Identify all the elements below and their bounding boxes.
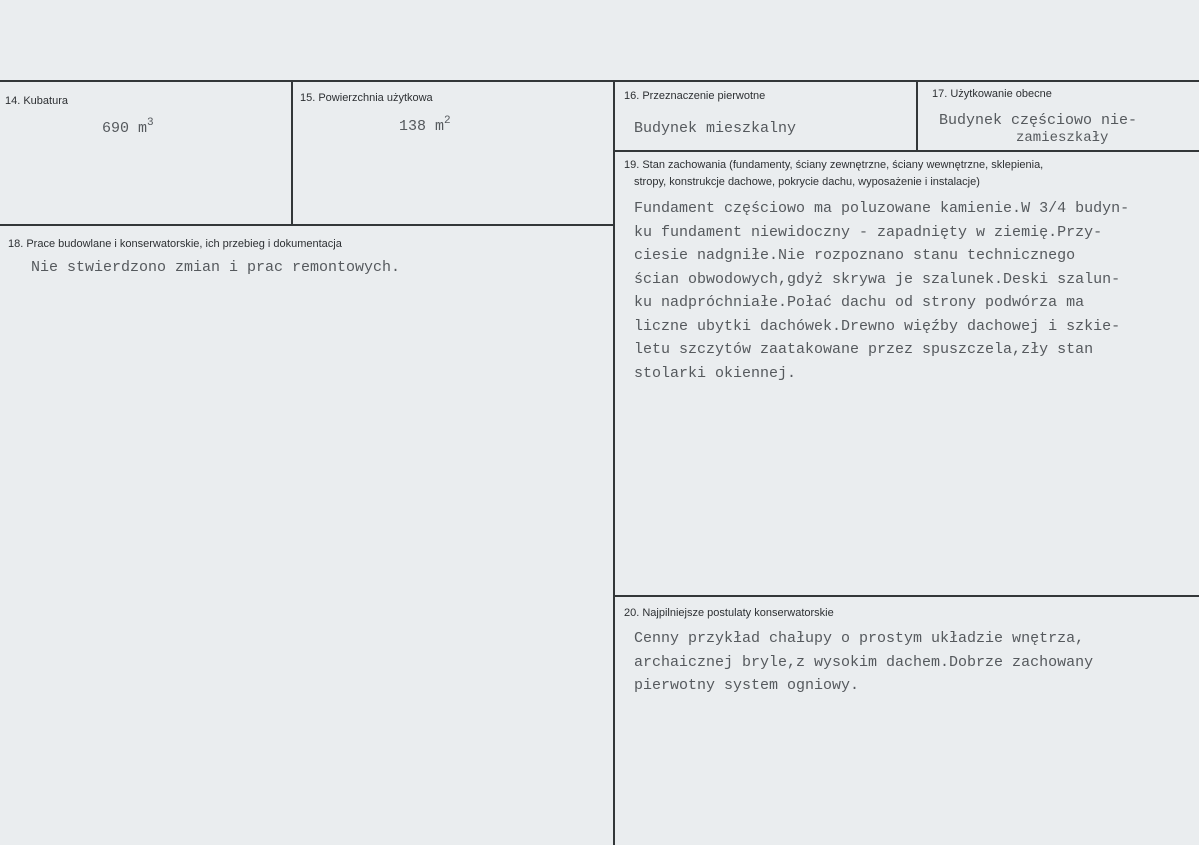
field-17-label: 17. Użytkowanie obecne <box>932 88 1052 100</box>
field-15-label: 15. Powierzchnia użytkowa <box>300 92 433 104</box>
field-17-value-line-2: zamieszkały <box>1016 130 1109 146</box>
field-19-label-line-1: 19. Stan zachowania (fundamenty, ściany zewnętrzne, ściany wewnętrzne, sklepienia, <box>624 159 1044 171</box>
field-18-value: Nie stwierdzono zmian i prac remontowych. <box>31 259 401 276</box>
field-16-value: Budynek mieszkalny <box>634 120 797 137</box>
field-14-value <box>102 117 154 137</box>
field-14-label: 14. Kubatura <box>5 95 68 107</box>
field-18-label: 18. Prace budowlane i konserwatorskie, ich przebieg i dokumentacja <box>8 238 342 250</box>
divider-16-17 <box>916 80 918 152</box>
field-20-line: archaicznej bryle,z wysokim dachem.Dobrze zachowany <box>634 653 1094 671</box>
rule-under-16-17 <box>614 150 1199 152</box>
field-20-label: 20. Najpilniejsze postulaty konserwatorskie <box>624 607 834 619</box>
field-19-text <box>634 197 1129 385</box>
rule-under-14-15 <box>0 224 614 226</box>
volume-unit-exponent: 3 <box>147 117 154 129</box>
volume-value: 690 m <box>102 120 148 137</box>
field-19-line: liczne ubytki dachówek.Drewno więźby dachowej i szkie- <box>634 317 1121 335</box>
field-19-line: ku nadpróchniałe.Połać dachu od strony podwórza ma <box>634 294 1085 311</box>
field-20-line: Cenny przykład chałupy o prostym układzie wnętrza, <box>634 630 1085 647</box>
area-value: 138 m <box>399 118 445 135</box>
main-column-divider <box>613 80 615 845</box>
field-19-line: ku fundament niewidoczny - zapadnięty w ziemię.Przy- <box>634 223 1103 241</box>
area-unit-exponent: 2 <box>444 115 451 127</box>
top-rule <box>0 80 1199 82</box>
rule-above-20 <box>614 595 1199 597</box>
divider-14-15 <box>291 80 293 226</box>
field-17-value-line-1: Budynek częściowo nie- <box>939 112 1138 129</box>
field-20-text <box>634 627 1093 698</box>
field-19-line: ciesie nadgniłe.Nie rozpoznano stanu technicznego <box>634 247 1076 264</box>
field-20-line: pierwotny system ogniowy. <box>634 677 860 694</box>
field-15-value <box>399 115 451 135</box>
field-19-line: letu szczytów zaatakowane przez spuszczela,zły stan <box>634 341 1094 358</box>
field-16-label: 16. Przeznaczenie pierwotne <box>624 90 766 102</box>
field-19-line: Fundament częściowo ma poluzowane kamienie.W 3/4 budyn- <box>634 200 1130 217</box>
field-19-line: ścian obwodowych,gdyż skrywa je szalunek.Deski szalun- <box>634 270 1121 288</box>
field-19-line: stolarki okiennej. <box>634 364 797 382</box>
field-19-label-line-2: stropy, konstrukcje dachowe, pokrycie dachu, wyposażenie i instalacje) <box>634 176 980 188</box>
